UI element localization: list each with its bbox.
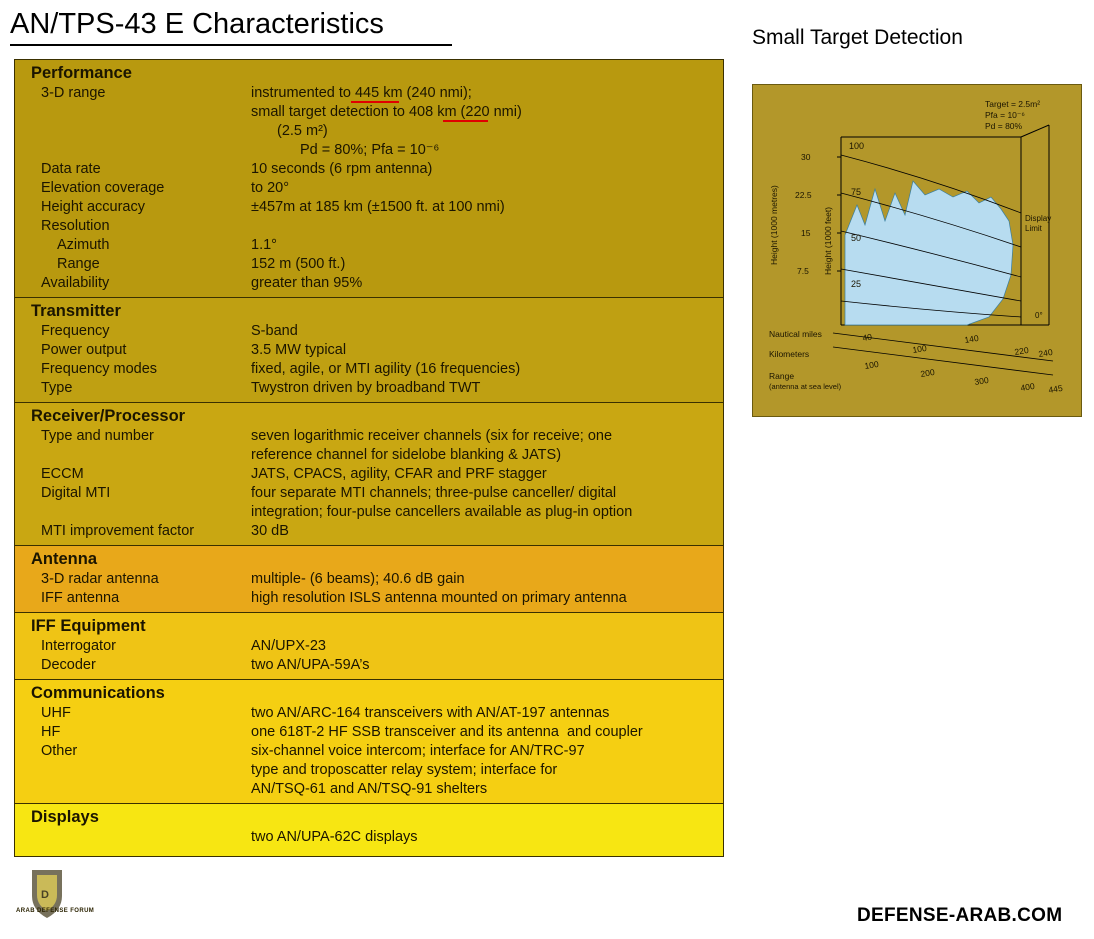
top-right-diagonal xyxy=(1021,125,1049,137)
spec-row xyxy=(15,427,723,446)
spec-row-label: Range xyxy=(57,256,100,272)
y-axis-right-label: Height (1000 feet) xyxy=(823,206,833,275)
spec-row xyxy=(15,465,723,484)
elevation-zero-label: 0° xyxy=(1035,311,1043,320)
spec-row-value xyxy=(251,217,723,236)
spec-row-label: Frequency xyxy=(41,323,110,339)
spec-row-label: UHF xyxy=(41,705,71,721)
page-title: AN/TPS-43 E Characteristics xyxy=(10,8,384,40)
display-limit-label-line1: Display xyxy=(1025,214,1052,223)
x-row-1-ticks xyxy=(864,359,1064,395)
spec-row-label: Data rate xyxy=(41,161,101,177)
spec-row xyxy=(15,484,723,503)
svg-text:100: 100 xyxy=(863,358,880,371)
spec-row xyxy=(15,141,723,160)
spec-row xyxy=(15,179,723,198)
spec-row xyxy=(15,761,723,780)
spec-row-value: 30 dB xyxy=(251,523,289,539)
svg-text:D: D xyxy=(41,889,49,901)
range-sublabel: (antenna at sea level) xyxy=(769,382,842,391)
display-limit-label-line2: Limit xyxy=(1025,224,1042,233)
section-title: Communications xyxy=(31,684,165,702)
section-title: Receiver/Processor xyxy=(31,407,186,425)
spec-row-value: (2.5 m²) xyxy=(277,123,328,139)
spec-row-value: two AN/UPA-59A’s xyxy=(251,657,370,673)
x-row-0-label: Nautical miles xyxy=(769,329,822,339)
specifications-table xyxy=(14,59,724,857)
spec-row-value: greater than 95% xyxy=(251,275,363,291)
svg-text:140: 140 xyxy=(963,332,980,345)
y-right-tick-1: 75 xyxy=(851,187,862,197)
y-left-tick-2: 15 xyxy=(801,228,811,238)
footer-brand: DEFENSE-ARAB.COM xyxy=(857,905,1063,926)
spec-row-value: four separate MTI channels; three-pulse canceller/ digital xyxy=(251,485,617,501)
spec-row-label: Resolution xyxy=(41,218,110,234)
left-ticks xyxy=(837,157,841,271)
spec-row-value: Twystron driven by broadband TWT xyxy=(251,380,481,396)
spec-row-label: Power output xyxy=(41,342,127,358)
spec-row xyxy=(15,236,723,255)
spec-row-label: Azimuth xyxy=(57,237,110,253)
svg-text:240: 240 xyxy=(1037,346,1054,359)
spec-row xyxy=(15,255,723,274)
spec-row xyxy=(15,723,723,742)
spec-row xyxy=(15,274,723,293)
svg-text:100: 100 xyxy=(911,342,928,355)
spec-row-value: one 618T-2 HF SSB transceiver and its antenna and coupler xyxy=(251,724,643,740)
spec-row xyxy=(15,341,723,360)
spec-row xyxy=(15,84,723,103)
chart-title: Small Target Detection xyxy=(752,26,963,49)
spec-row-value: AN/UPX-23 xyxy=(251,638,326,654)
svg-text:200: 200 xyxy=(919,366,936,379)
y-left-tick-0: 30 xyxy=(801,152,811,162)
spec-row-value: two AN/UPA-62C displays xyxy=(251,829,418,845)
spec-row xyxy=(15,446,723,465)
spec-row xyxy=(15,379,723,398)
spec-row-value: six-channel voice intercom; interface for AN/TRC-97 xyxy=(251,743,585,759)
spec-row-label: Height accuracy xyxy=(41,199,145,215)
svg-text:40: 40 xyxy=(861,331,873,343)
spec-row-label: Type and number xyxy=(41,428,154,444)
spec-row-value: 152 m (500 ft.) xyxy=(251,256,346,272)
spec-section-communications xyxy=(15,680,723,804)
spec-row-label: HF xyxy=(41,724,61,740)
y-right-tick-2: 50 xyxy=(851,233,862,243)
spec-row-label: IFF antenna xyxy=(41,590,120,606)
svg-text:400: 400 xyxy=(1019,380,1036,393)
spec-row-label: Type xyxy=(41,380,73,396)
spec-row xyxy=(15,522,723,541)
spec-row-label: ECCM xyxy=(41,466,84,482)
spec-row-label: Availability xyxy=(41,275,110,291)
chart-svg xyxy=(753,85,1081,416)
spec-row xyxy=(15,198,723,217)
spec-row-label: Decoder xyxy=(41,657,96,673)
spec-row xyxy=(15,589,723,608)
spec-row xyxy=(15,122,723,141)
spec-row xyxy=(15,503,723,522)
spec-row-label: 3-D radar antenna xyxy=(41,571,159,587)
title-underline xyxy=(10,44,452,46)
small-target-detection-chart xyxy=(752,84,1082,417)
y-left-tick-1: 22.5 xyxy=(795,190,812,200)
range-label: Range xyxy=(769,371,795,381)
spec-row-value: S-band xyxy=(251,323,298,339)
spec-row-value: high resolution ISLS antenna mounted on primary antenna xyxy=(251,590,627,606)
spec-row xyxy=(15,322,723,341)
spec-row-label: Digital MTI xyxy=(41,485,111,501)
spec-row xyxy=(15,656,723,675)
spec-row-value: fixed, agile, or MTI agility (16 frequencies) xyxy=(251,361,521,377)
spec-row xyxy=(15,217,723,236)
spec-row xyxy=(15,704,723,723)
spec-row-label: Other xyxy=(41,743,78,759)
y-axis-left-label: Height (1000 metres) xyxy=(769,185,779,265)
spec-row-value: 1.1° xyxy=(251,237,277,253)
y-right-tick-0: 100 xyxy=(849,141,865,151)
chart-annotation-target: Target = 2.5m² xyxy=(985,99,1041,109)
spec-row-value: Pd = 80%; Pfa = 10⁻⁶ xyxy=(300,142,440,158)
spec-row-label: Frequency modes xyxy=(41,361,158,377)
spec-row-value: JATS, CPACS, agility, CFAR and PRF stagger xyxy=(251,466,547,482)
spec-row xyxy=(15,103,723,122)
svg-text:220: 220 xyxy=(1013,344,1030,357)
spec-row-label: Interrogator xyxy=(41,638,116,654)
spec-row xyxy=(15,570,723,589)
spec-row xyxy=(15,828,723,847)
spec-row-value: instrumented to 445 km (240 nmi); xyxy=(251,85,472,101)
spec-row-value: ±457m at 185 km (±1500 ft. at 100 nmi) xyxy=(251,199,505,215)
spec-row-label: 3-D range xyxy=(41,85,106,101)
spec-row-value: reference channel for sidelobe blanking & JATS) xyxy=(251,447,562,463)
chart-annotation-pfa: Pfa = 10⁻⁶ xyxy=(985,110,1025,120)
spec-row-value: type and troposcatter relay system; interface for xyxy=(251,762,558,778)
spec-row xyxy=(15,360,723,379)
svg-text:445: 445 xyxy=(1047,382,1064,395)
spec-section-antenna xyxy=(15,546,723,613)
spec-row xyxy=(15,742,723,761)
watermark-text: ARAB DEFENSE FORUM xyxy=(16,908,95,914)
spec-row-value: to 20° xyxy=(251,180,290,196)
spec-row xyxy=(15,780,723,799)
spec-section-displays xyxy=(15,804,723,856)
spec-section-iff-equipment xyxy=(15,613,723,680)
spec-row-value: multiple- (6 beams); 40.6 dB gain xyxy=(251,571,465,587)
spec-row-value: AN/TSQ-61 and AN/TSQ-91 shelters xyxy=(251,781,488,797)
spec-row-value: seven logarithmic receiver channels (six for receive; one xyxy=(251,428,613,444)
spec-row-value: two AN/ARC-164 transceivers with AN/AT-197 antennas xyxy=(251,705,610,721)
spec-section-receiver-processor xyxy=(15,403,723,546)
y-left-tick-3: 7.5 xyxy=(797,266,809,276)
section-title: IFF Equipment xyxy=(31,617,146,635)
spec-row xyxy=(15,637,723,656)
svg-text:300: 300 xyxy=(973,374,990,387)
spec-row-value: 10 seconds (6 rpm antenna) xyxy=(251,161,433,177)
spec-section-transmitter xyxy=(15,298,723,403)
chart-annotation-pd: Pd = 80% xyxy=(985,121,1023,131)
spec-section-performance xyxy=(15,60,723,298)
forum-watermark-logo xyxy=(18,866,102,924)
x-row-0-ticks xyxy=(862,332,1054,359)
section-title: Displays xyxy=(31,808,99,826)
section-title: Performance xyxy=(31,64,132,82)
spec-row-value: small target detection to 408 km (220 nmi) xyxy=(251,104,522,120)
spec-row-value: 3.5 MW typical xyxy=(251,342,347,358)
spec-row xyxy=(15,160,723,179)
spec-row-value: integration; four-pulse cancellers available as plug-in option xyxy=(251,504,633,520)
section-title: Antenna xyxy=(31,550,97,568)
spec-row-label: Elevation coverage xyxy=(41,180,165,196)
section-title: Transmitter xyxy=(31,302,121,320)
y-right-tick-3: 25 xyxy=(851,279,862,289)
x-row-1-label: Kilometers xyxy=(769,349,810,359)
spec-row-label: MTI improvement factor xyxy=(41,523,195,539)
